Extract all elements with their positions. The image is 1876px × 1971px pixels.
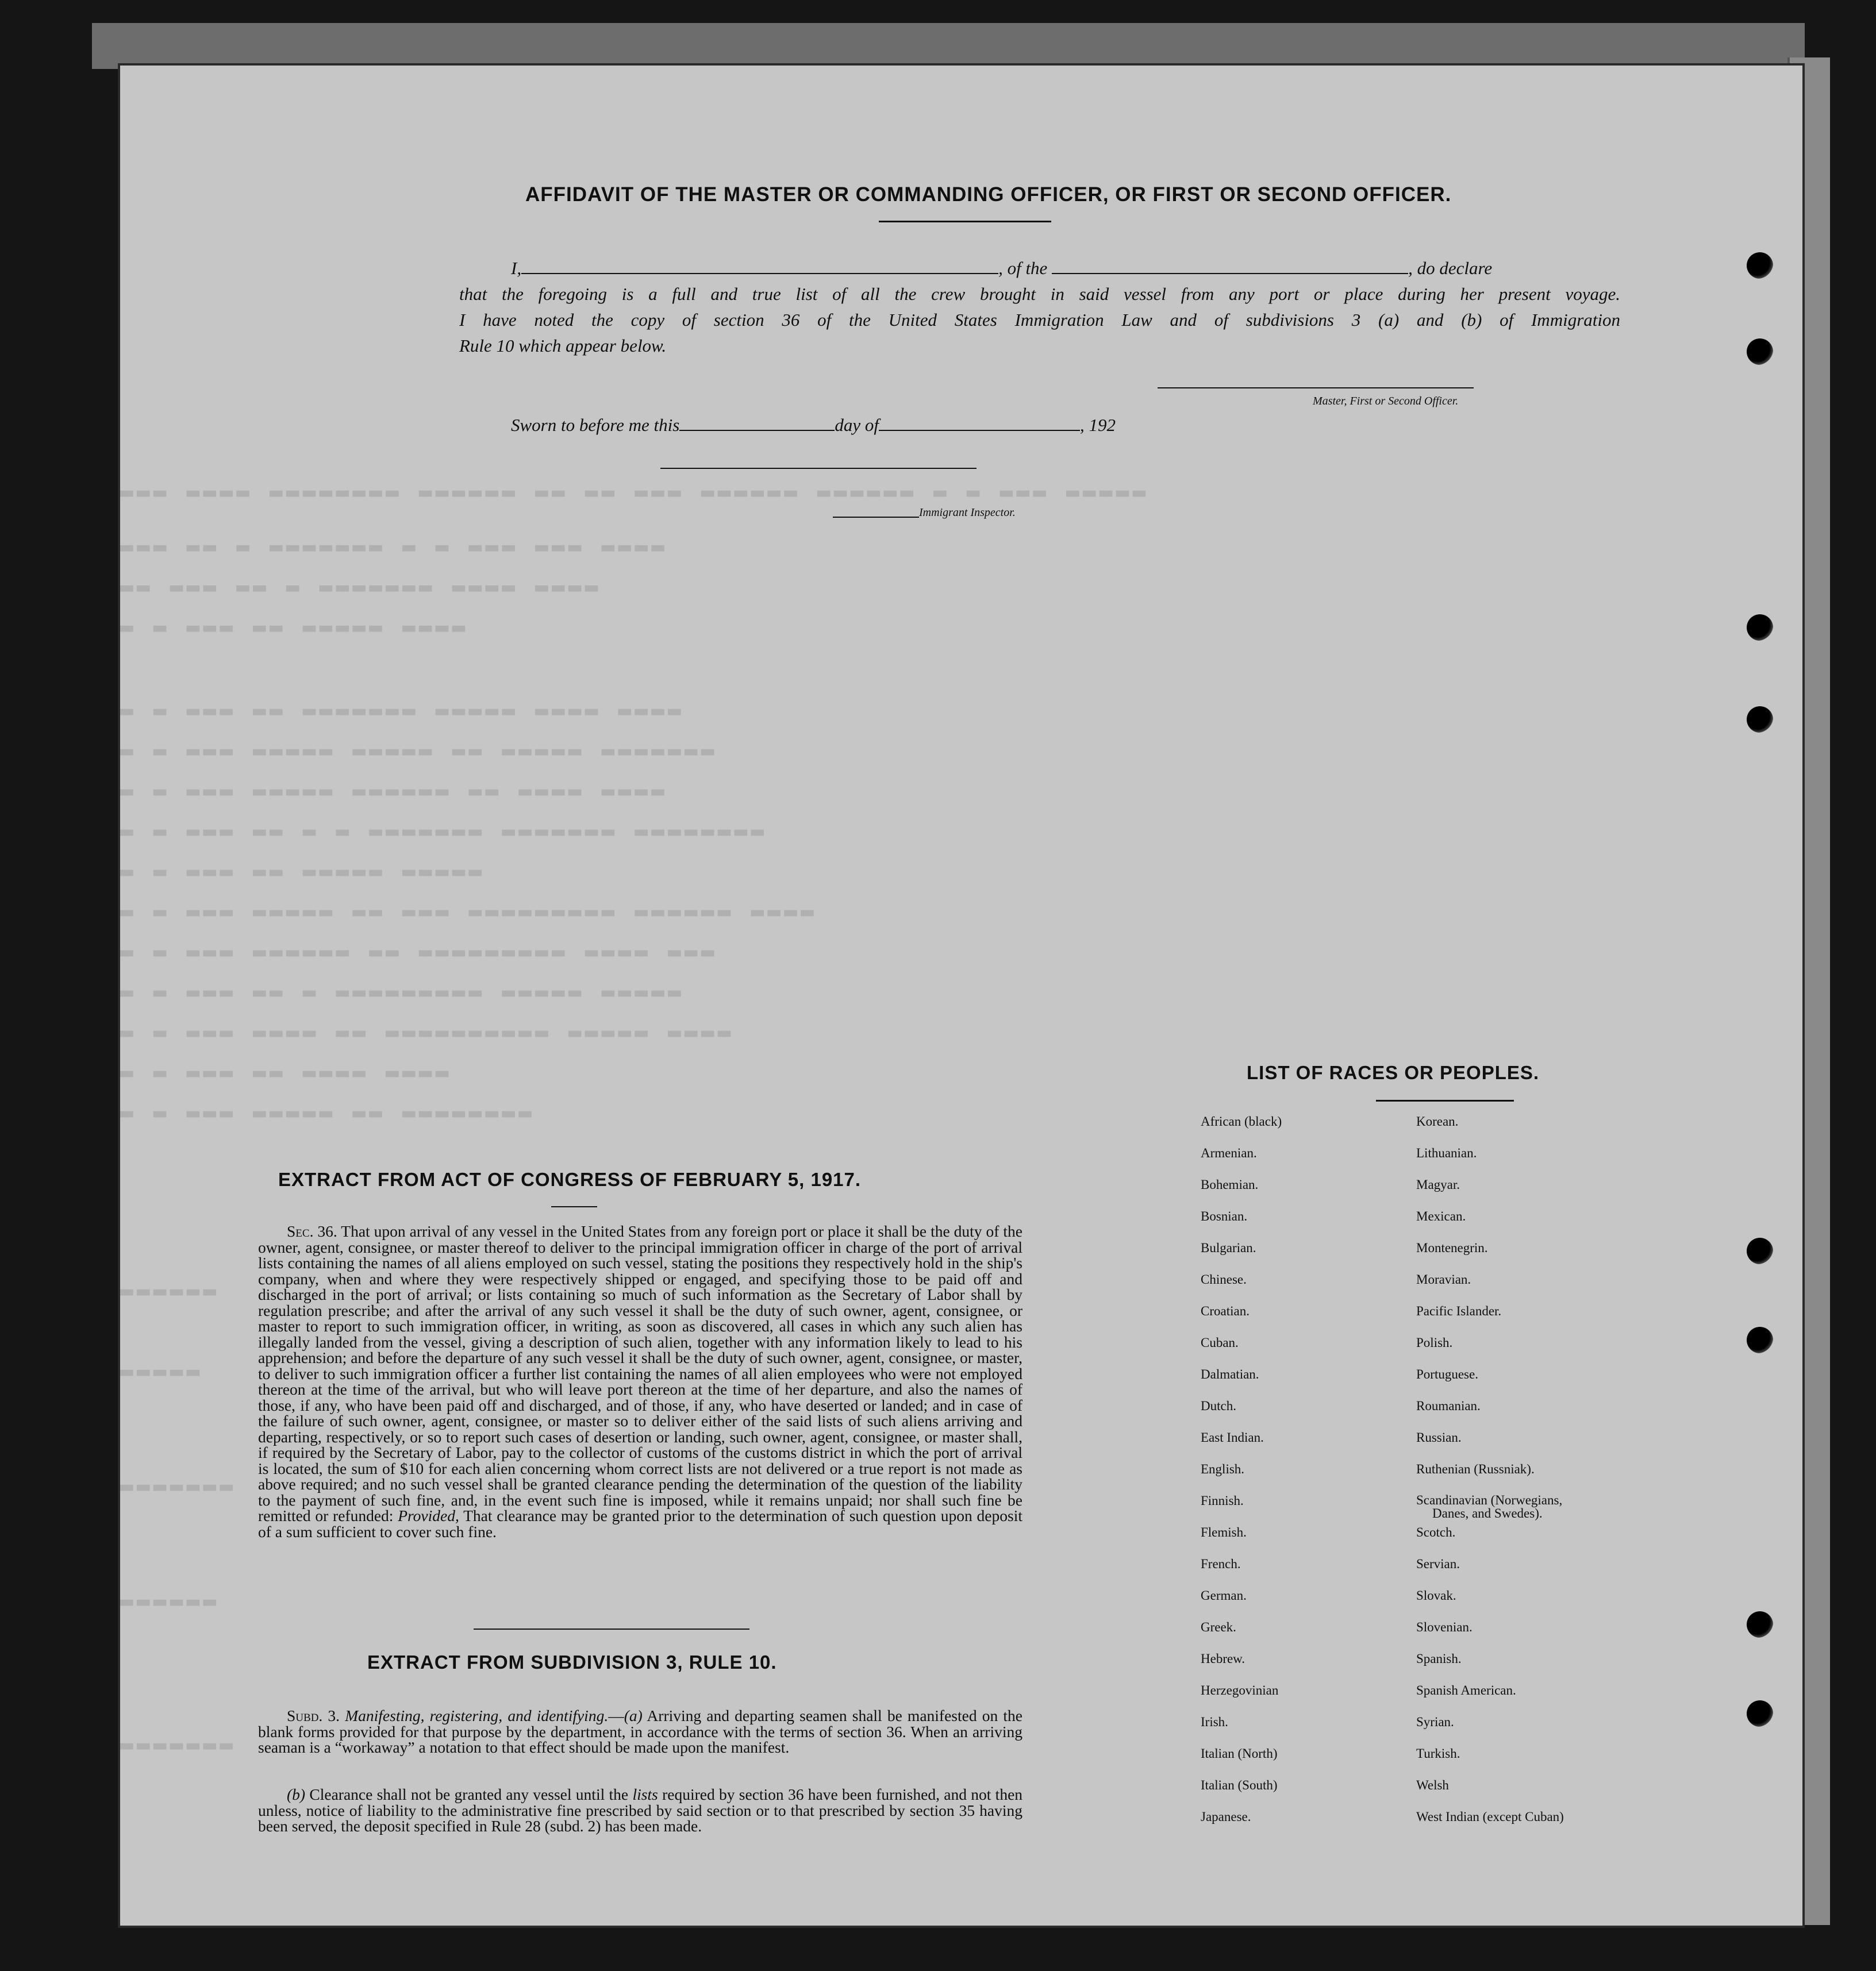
race-item: Greek.	[1201, 1620, 1236, 1634]
race-item: Dutch.	[1201, 1399, 1236, 1413]
race-item: French.	[1201, 1557, 1241, 1571]
para-a-text: Arriving and departing seamen shall be manifested on the blank forms provided for that purpose by the department, in accordance with the terms of section 36. When an arriving seaman is a “workaway” a notation to that effect should be made upon the manifest.	[258, 1707, 1022, 1756]
sworn-month-field[interactable]	[879, 430, 1080, 431]
binder-hole	[1747, 1611, 1773, 1638]
race-item: Mexican.	[1416, 1209, 1466, 1223]
document-page: ▬▬▬ ▬▬▬▬ ▬▬▬▬▬▬▬▬ ▬▬▬▬▬▬ ▬▬ ▬▬ ▬▬▬ ▬▬▬▬▬▬ ▬▬▬▬▬▬ ▬ ▬ ▬▬▬ ▬▬▬▬▬ ▬▬▬ ▬▬ ▬ ▬▬▬▬▬▬▬ ▬ ▬ ▬▬▬ ▬▬▬ ▬▬▬▬ ▬▬ ▬▬▬ ▬▬ ▬ ▬▬▬▬▬▬▬ ▬▬▬▬ ▬▬▬▬ ▬ ▬ ▬▬▬ ▬▬ ▬▬▬▬▬ ▬▬▬▬ ▬ ▬ ▬▬▬ ▬▬ ▬▬▬▬▬▬▬ ▬▬▬▬▬ ▬▬▬▬ ▬▬▬▬ ▬ ▬ ▬▬▬ ▬▬▬▬▬ ▬▬▬▬▬ ▬▬ ▬▬▬▬▬ ▬▬▬▬▬▬▬ ▬ ▬ ▬▬▬ ▬▬▬▬▬ ▬▬▬▬▬▬ ▬▬ ▬▬▬▬ ▬▬▬▬ ▬ ▬ ▬▬▬ ▬▬ ▬ ▬ ▬▬▬▬▬▬▬ ▬▬▬▬▬▬▬ ▬▬▬▬▬▬▬▬ ▬ ▬ ▬▬▬ ▬▬ ▬▬▬▬▬ ▬▬▬▬▬ ▬ ▬ ▬▬▬ ▬▬▬▬▬ ▬▬ ▬▬▬ ▬▬▬▬▬▬▬▬▬ ▬▬▬▬▬▬ ▬▬▬▬ ▬ ▬ ▬▬▬ ▬▬▬▬▬▬ ▬▬ ▬▬▬▬▬▬▬▬▬ ▬▬▬▬ ▬▬▬ ▬ ▬ ▬▬▬ ▬▬ ▬ ▬▬▬▬▬▬▬▬▬ ▬▬▬▬▬ ▬▬▬▬▬ ▬ ▬ ▬▬▬ ▬▬▬▬ ▬▬ ▬▬▬▬▬▬▬▬▬▬ ▬▬▬▬▬ ▬▬▬▬ ▬ ▬ ▬▬▬ ▬▬ ▬▬▬▬ ▬▬▬▬ ▬ ▬ ▬▬▬ ▬▬▬▬▬ ▬▬ ▬▬▬▬▬▬▬▬ ▬▬▬▬▬▬ ▬▬▬▬▬ ▬▬▬▬▬▬▬ ▬▬▬▬▬▬ ▬▬▬▬▬▬▬ AFFIDAVIT OF THE MASTER OR COMMANDING OFFICER, OR FIRST OR SECOND OFFICER. I, , of the , do declare that the foregoing is a full and true list of all the crew brought in said vessel from any port or place during her present voyage. I have noted the copy of section 36 of the United States Immigration Law and of subdivisions 3 (a) and (b) of Immigration Rule 10 which appear below. Master, First or Second Officer. Sworn to before me this day of , 192 Immigrant Inspector. EXTRACT FROM ACT OF CONGRESS OF FEBRUARY 5, 1917. Sec. 36. That upon arrival of any vessel in the United States from any foreign port or place it shall be the duty of the owner, agent, consignee, or master thereof to deliver to the principal immigration officer in charge of the port of arrival lists containing the names of all aliens employed on such vessel, stating the positions they respectively hold in the ship's company, when and where they were respectively shipped or engaged, and specifying those to be paid off and discharged in the port of arrival; or lists containing so much of such information as the Secretary of Labor shall by regulation prescribe; and after the arrival of any such vessel it shall be the duty of such owner, agent, consignee, or master to report to such immigration officer, in writing, as soon as discovered, all cases in which any such alien has illegally landed from the vessel, giving a description of such alien, together with any information likely to lead to his apprehension; and before the departure of any such vessel it shall be the duty of such owner, agent, consignee, or master, to deliver to such immigration officer a further list containing the names of all alien employees who were not employed thereon at the time of the arrival, but who will leave port thereon at the time of her departure, and also the names of those, if any, who have been paid off and discharged, and of those, if any, who have deserted or landed; and in case of the failure of such owner, agent, consignee, or master so to deliver either of the said lists of such aliens arriving and departing, respectively, or so to report such cases of desertion or landing, such owner, agent, consignee, or master shall, if required by the Secretary of Labor, pay to the collector of customs of the customs district in which the port of arrival is located, the sum of $10 for each alien concerning whom correct lists are not delivered or a true report is not made as above required; and no such vessel shall be granted clearance pending the determination of the question of the liability to the payment of such fine, and, in the event such fine is imposed, while it remains unpaid; nor shall such fine be remitted or refunded: Provided, That clearance may be granted prior to the determination of such question upon deposit of a sum sufficient to cover such fine. EXTRACT FROM SUBDIVISION 3, RULE 10. Subd. 3. Manifesting, registering, and identifying.—(a) Arriving and departing seamen shall be manifested on the blank forms provided for that purpose by the department, in accordance with the terms of section 36. When an arriving seaman is a “workaway” a notation to that effect should be made upon the manifest. (b) Clearance shall not be granted any vessel until the lists required by section 36 have been furnished, and not then unless, notice of liability to the administrative fine prescribed by said section or to that prescribed by section 35 having been served, the deposit specified in Rule 28 (subd. 2) has been made. LIST OF RACES OR PEOPLES. African (black) Armenian. Bohemian. Bosnian. Bulgarian. Chinese. Croatian. Cuban. Dalmatian. Dutch. East Indian. English. Finnish. Flemish. French. German. Greek. Hebrew. Herzegovinian Irish. Italian (North) Italian (South) Japanese. Korean. Lithuanian. Magyar. Mexican. Montenegrin. Moravian. Pacific Islander. Polish. Portuguese. Roumanian. Russian. Ruthenian (Russniak). Scandinavian (Norwegians, Danes, and Swedes). Scotch. Servian. Slovak. Slovenian. Spanish. Spanish American. Syrian. Turkish. Welsh West Indian (except Cuban)	[118, 63, 1805, 1928]
act-extract-title: EXTRACT FROM ACT OF CONGRESS OF FEBRUARY 5, 1917.	[278, 1169, 862, 1190]
race-item: Spanish American.	[1416, 1683, 1516, 1697]
race-item: Dalmatian.	[1201, 1367, 1259, 1381]
race-item: Italian (North)	[1201, 1746, 1278, 1761]
race-item: East Indian.	[1201, 1430, 1264, 1445]
sworn-date-field[interactable]	[679, 430, 835, 431]
rule-extract-title: EXTRACT FROM SUBDIVISION 3, RULE 10.	[367, 1652, 777, 1673]
sworn-prefix: Sworn to before me this	[511, 415, 680, 435]
scan-border-top	[92, 23, 1805, 69]
para-b-marker: (b)	[287, 1785, 306, 1803]
section-36-proviso-text: That clearance may be granted prior to the determination of such question upon deposit of a sum sufficient to cover such fine.	[258, 1507, 1022, 1541]
para-b-pre: Clearance shall not be granted any vessel until the	[309, 1785, 629, 1803]
race-item: Korean.	[1416, 1114, 1459, 1129]
section-label: Sec. 36.	[287, 1222, 337, 1240]
day-of-label: day of	[835, 415, 879, 435]
race-item-continuation: Danes, and Swedes).	[1432, 1506, 1543, 1520]
para-a-marker: (a)	[624, 1707, 643, 1724]
race-item: Pacific Islander.	[1416, 1304, 1502, 1318]
race-item: Spanish.	[1416, 1652, 1462, 1666]
race-item: Italian (South)	[1201, 1778, 1278, 1792]
binder-hole	[1747, 614, 1773, 641]
inspector-label: Immigrant Inspector.	[919, 506, 1016, 519]
subdivision-a-text: Subd. 3. Manifesting, registering, and identifying.—(a) Arriving and departing seamen shall be manifested on the blank forms provided for that purpose by the department, in accordance with the terms of section 36. When an arriving seaman is a “workaway” a notation to that effect should be made upon the manifest.	[258, 1707, 1022, 1756]
race-item: Bohemian.	[1201, 1177, 1259, 1192]
race-item: Armenian.	[1201, 1146, 1257, 1160]
race-item: Ruthenian (Russniak).	[1416, 1462, 1535, 1476]
race-item: Turkish.	[1416, 1746, 1460, 1761]
section-36-text	[258, 1223, 1022, 1539]
race-item: Herzegovinian	[1201, 1683, 1279, 1697]
subdivision-label: Subd. 3.	[287, 1707, 340, 1724]
races-title: LIST OF RACES OR PEOPLES.	[1247, 1062, 1540, 1083]
binder-hole	[1747, 706, 1773, 733]
signature-label: Master, First or Second Officer.	[1313, 395, 1459, 407]
affidavit-statement-line: Rule 10 which appear below.	[459, 336, 667, 356]
binder-hole	[1747, 1327, 1773, 1353]
declare-suffix: , do declare	[1408, 258, 1493, 278]
race-item: Russian.	[1416, 1430, 1462, 1445]
binder-hole	[1747, 338, 1773, 365]
race-item: Croatian.	[1201, 1304, 1250, 1318]
vessel-name-field[interactable]	[1052, 273, 1408, 274]
year-label: , 192	[1079, 415, 1116, 435]
para-b-post: required by section 36 have been furnished, and not then unless, notice of liability to the administrative fine prescribed by said section or to that prescribed by section 35 having been served, the deposit specified in Rule 28 (subd. 2) has been made.	[258, 1785, 1023, 1835]
race-item: Syrian.	[1416, 1715, 1454, 1729]
race-item: Irish.	[1201, 1715, 1228, 1729]
declarant-prefix: I,	[511, 258, 522, 278]
races-right-column	[1416, 1114, 1564, 1841]
affidavit-title-rule	[879, 221, 1051, 222]
subdivision-heading: Manifesting, registering, and identifying.	[345, 1707, 609, 1724]
race-item: Scotch.	[1416, 1525, 1456, 1539]
race-item: Chinese.	[1201, 1272, 1247, 1287]
race-item: Portuguese.	[1416, 1367, 1478, 1381]
vessel-prefix: , of the	[998, 258, 1048, 278]
section-36-body: That upon arrival of any vessel in the United States from any foreign port or place it shall be the duty of the owner, agent, consignee, or master thereof to deliver to the principal immigration officer in charge of the port of arrival lists containing the names of all aliens employed on such vessel, stating the positions they respectively hold in the ship's company, when and where they were respectively shipped or engaged, and specifying those to be paid off and discharged in the port of arrival; or lists containing so much of such information as the Secretary of Labor shall by regulation prescribe; and after the arrival of any such vessel it shall be the duty of such owner, agent, consignee, or master to report to such immigration officer, in writing, as soon as discovered, all cases in which any such alien has illegally landed from the vessel, giving a description of such alien, together with any information likely to lead to his apprehension; and before the departure of any such vessel it shall be the duty of such owner, agent, consignee, or master, to deliver to such immigration officer a further list containing the names of all alien employees who were not employed thereon at the time of the arrival, but who will leave port thereon at the time of her departure, and also the names of those, if any, who have been paid off and discharged, and of those, if any, who have deserted or landed; and in case of the failure of such owner, agent, consignee, or master so to deliver either of the said lists of such aliens arriving and departing, respectively, or so to report such cases of desertion or landing, such owner, agent, consignee, or master shall, if required by the Secretary of Labor, pay to the collector of customs of the customs district in which the port of arrival is located, the sum of $10 for each alien concerning whom correct lists are not delivered or a true report is not made as above required; and no such vessel shall be granted clearance pending the determination of the question of the liability to the payment of such fine, and, in the event such fine is imposed, while it remains unpaid; nor shall such fine be remitted or refunded:	[258, 1222, 1022, 1525]
race-item: African (black)	[1201, 1114, 1282, 1129]
race-item: Servian.	[1416, 1557, 1460, 1571]
race-item: Montenegrin.	[1416, 1241, 1488, 1255]
race-item	[1416, 1493, 1564, 1525]
para-b-lists: lists	[632, 1785, 658, 1803]
race-item: Roumanian.	[1416, 1399, 1481, 1413]
race-item: English.	[1201, 1462, 1245, 1476]
rule-extract-separator	[474, 1629, 749, 1630]
races-title-rule	[1376, 1100, 1514, 1102]
affidavit-declaration-line	[511, 258, 1492, 279]
affidavit-statement-line: that the foregoing is a full and true list of all the crew brought in said vessel from any port or place during her present voyage.	[459, 284, 1620, 304]
inspector-separator-rule	[660, 468, 977, 469]
race-item: Moravian.	[1416, 1272, 1471, 1287]
race-item: Japanese.	[1201, 1810, 1251, 1824]
race-item: Bulgarian.	[1201, 1241, 1256, 1255]
signature-line	[1158, 387, 1474, 388]
race-item-line: Scandinavian (Norwegians,	[1416, 1493, 1563, 1507]
binder-hole	[1747, 1700, 1773, 1727]
race-item: Slovenian.	[1416, 1620, 1473, 1634]
race-item: Hebrew.	[1201, 1652, 1245, 1666]
race-item: Lithuanian.	[1416, 1146, 1477, 1160]
subdivision-b-text	[258, 1787, 1022, 1834]
race-item: Slovak.	[1416, 1588, 1456, 1603]
race-item: Finnish.	[1201, 1493, 1244, 1508]
inspector-signature-line	[833, 517, 919, 518]
race-item: Welsh	[1416, 1778, 1449, 1792]
races-left-column	[1201, 1114, 1282, 1841]
affidavit-statement-line: I have noted the copy of section 36 of the United States Immigration Law and of subdivisions 3 (a) and (b) of Immigration	[459, 310, 1620, 330]
race-item: Polish.	[1416, 1335, 1453, 1350]
sworn-line	[511, 415, 1116, 436]
declarant-name-field[interactable]	[521, 273, 998, 274]
binder-hole	[1747, 1238, 1773, 1264]
binder-hole	[1747, 252, 1773, 279]
race-item: Magyar.	[1416, 1177, 1460, 1192]
race-item: Flemish.	[1201, 1525, 1247, 1539]
race-item: Cuban.	[1201, 1335, 1239, 1350]
act-extract-rule	[551, 1206, 597, 1207]
affidavit-title: AFFIDAVIT OF THE MASTER OR COMMANDING OFFICER, OR FIRST OR SECOND OFFICER.	[525, 183, 1452, 206]
race-item: West Indian (except Cuban)	[1416, 1810, 1564, 1824]
race-item: German.	[1201, 1588, 1247, 1603]
race-item: Bosnian.	[1201, 1209, 1248, 1223]
proviso-word: Provided,	[398, 1507, 459, 1525]
